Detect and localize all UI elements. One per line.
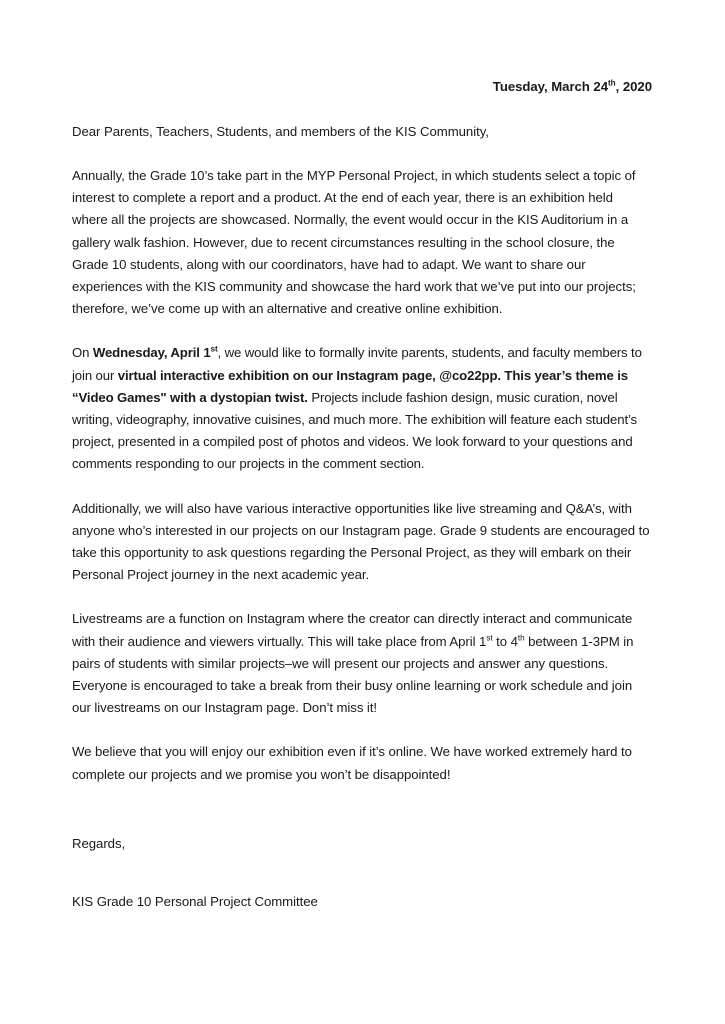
paragraph-annually: Annually, the Grade 10’s take part in the MYP Personal Project, in which students select a topic of interest to complete a report and a product. At the end of each year, there is an exhibition held where all the projects are showcased. Normally, the event would occur in the KIS Auditorium in a gallery walk fashion. However, due to recent circumstances resulting in the school closure, the Grade 10 students, along with our coordinators, have had to adapt. We want to share our experiences with the KIS community and showcase the hard work that we’ve put into our projects; therefore, we’ve come up with an alternative and creative online exhibition.: [72, 168, 636, 317]
invitation-middle: , we would like to formally invite parents, students, and faculty members to join our: [72, 345, 642, 383]
date-ordinal-suffix: th: [608, 78, 616, 88]
livestream-rest: between 1-3PM in pairs of students with similar projects–we will present our projects and answer any questions. Everyone is encouraged to take a break from their busy online learning or work schedule and join our livestreams on our Instagram page. Don’t miss it!: [72, 633, 634, 716]
paragraph-invitation: [72, 320, 652, 475]
paragraph-closing-statement: We believe that you will enjoy our exhibition even if it’s online. We have worked extremely hard to complete our projects and we promise you won’t be disappointed!: [72, 744, 632, 782]
invitation-date-text: Wednesday, April 1: [92, 345, 211, 361]
invitation-highlight: virtual interactive exhibition on our Instagram page, @co22pp. This year’s theme is “Video Games" with a dystopian twist.: [72, 367, 628, 405]
invitation-date-ordinal: st: [210, 345, 218, 355]
signature-line: KIS Grade 10 Personal Project Committee: [72, 893, 318, 909]
document-date: [72, 0, 652, 98]
livestream-intro: Livestreams are a function on Instagram where the creator can directly interact and communicate with their audience and viewers virtually. This will take place from April 1: [72, 611, 633, 649]
invitation-intro: On: [72, 345, 93, 361]
livestream-ordinal-first: st: [486, 633, 493, 643]
paragraph-livestreams: [72, 586, 652, 719]
date-text: Tuesday, March 24: [492, 79, 608, 94]
closing-salutation: Regards,: [72, 835, 126, 851]
salutation-line: Dear Parents, Teachers, Students, and members of the KIS Community,: [72, 124, 489, 139]
livestream-middle: to 4: [492, 633, 518, 649]
invitation-date: [93, 345, 218, 360]
date-year: , 2020: [615, 79, 652, 94]
paragraph-additionally: Additionally, we will also have various interactive opportunities like live streaming and Q&A’s, with anyone who’s interested in our projects on our Instagram page. Grade 9 students are encouraged to take this opportunity to ask questions regarding the Personal Project, as they will embark on their Personal Project journey in the next academic year.: [72, 500, 650, 583]
livestream-ordinal-second: th: [517, 633, 525, 643]
invitation-rest: Projects include fashion design, music curation, novel writing, videography, innovative cuisines, and much more. The exhibition will feature each student’s project, presented in a compiled post of photos and videos. We look forward to your questions and comments responding to our projects in the comment section.: [72, 389, 638, 472]
letter-body: [72, 0, 652, 913]
